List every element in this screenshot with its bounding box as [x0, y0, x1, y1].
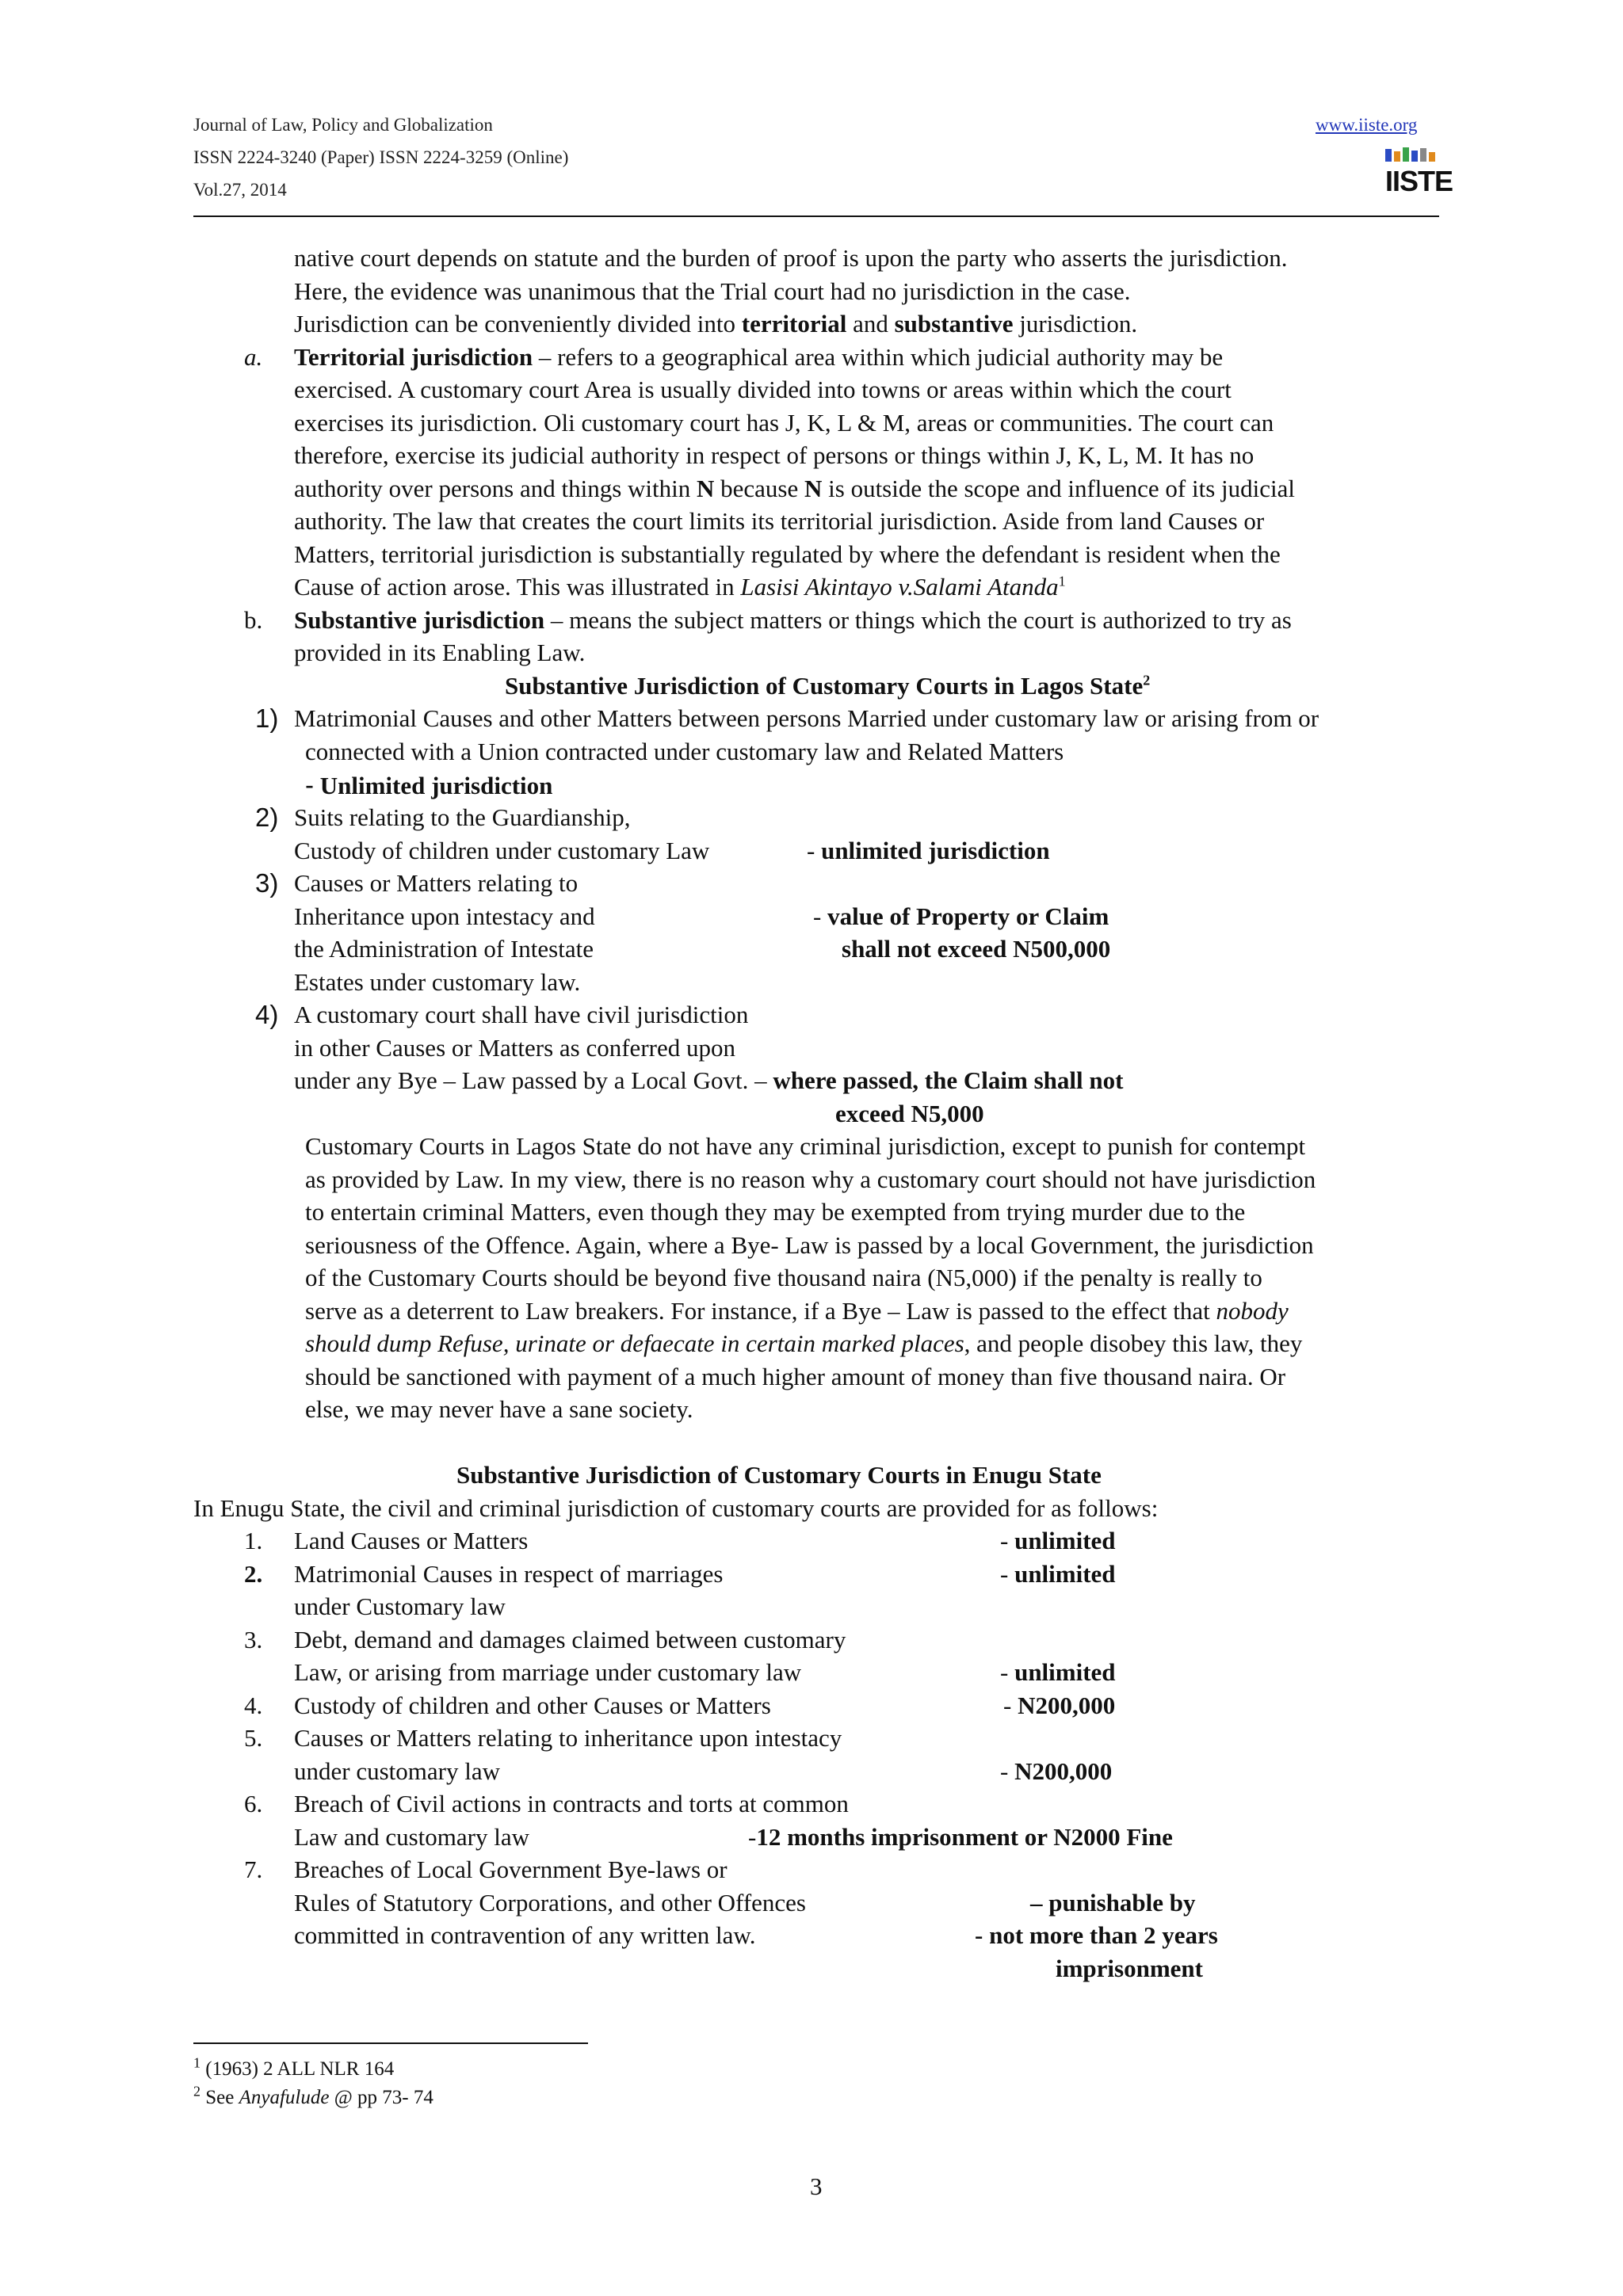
lagos-item-3-limit-1: - value of Property or Claim [813, 902, 1109, 930]
enugu-heading: Substantive Jurisdiction of Customary Courts in Enugu State [456, 1461, 1102, 1489]
journal-title: Journal of Law, Policy and Globalization [193, 115, 493, 135]
enugu-item-4-number: 4. [244, 1691, 263, 1719]
lagos-item-3-line-3: the Administration of Intestate [294, 935, 594, 963]
enugu-intro: In Enugu State, the civil and criminal jurisdiction of customary courts are provided for as follows: [193, 1494, 1159, 1522]
lagos-item-3-line-1: Causes or Matters relating to [294, 869, 579, 897]
lagos-para-line-6: serve as a deterrent to Law breakers. For instance, if a Bye – Law is passed to the effect that nobody [305, 1297, 1289, 1325]
item-a-line-8: Cause of action arose. This was illustrated in Lasisi Akintayo v.Salami Atanda$^1$ [294, 573, 1066, 601]
item-a-line-5: authority over persons and things within N because N is outside the scope and influence of its judicial [294, 475, 1295, 502]
lagos-para-line-3: to entertain criminal Matters, even though they may be exempted from trying murder due to the [305, 1198, 1246, 1226]
item-b-line-2: provided in its Enabling Law. [294, 639, 586, 666]
lagos-item-1-line-2: connected with a Union contracted under customary law and Related Matters [305, 738, 1064, 765]
enugu-item-4-limit: - N200,000 [1003, 1691, 1116, 1719]
lagos-heading: Substantive Jurisdiction of Customary Courts in Lagos State$^2$ [505, 672, 1151, 700]
lagos-item-1-number: 1) [255, 704, 279, 733]
item-a-line-4: therefore, exercise its judicial authority in respect of persons or things within J, K, L, M. It has no [294, 441, 1254, 469]
enugu-item-1-text: Land Causes or Matters [294, 1527, 529, 1554]
intro-line-2: Here, the evidence was unanimous that the Trial court had no jurisdiction in the case. [294, 277, 1131, 305]
enugu-item-3-line-1: Debt, demand and damages claimed between customary [294, 1626, 846, 1653]
item-a-line-2: exercised. A customary court Area is usually divided into towns or areas within which the court [294, 376, 1232, 403]
enugu-item-6-limit: -12 months imprisonment or N2000 Fine [748, 1823, 1173, 1851]
enugu-item-1-limit: - unlimited [1000, 1527, 1116, 1554]
item-a-line-3: exercises its jurisdiction. Oli customary court has J, K, L & M, areas or communities. The court can [294, 409, 1274, 437]
enugu-item-2-limit: - unlimited [1000, 1560, 1116, 1588]
lagos-item-4-line-2: in other Causes or Matters as conferred upon [294, 1034, 735, 1062]
enugu-item-2-line-1: Matrimonial Causes in respect of marriages [294, 1560, 724, 1588]
lagos-item-1-limit: - Unlimited jurisdiction [305, 770, 553, 799]
item-a-line-1: Territorial jurisdiction – refers to a geographical area within which judicial authority may be [294, 343, 1224, 371]
volume-line: Vol.27, 2014 [193, 180, 287, 200]
lagos-item-3-line-2: Inheritance upon intestacy and [294, 902, 595, 930]
lagos-item-3-line-4: Estates under customary law. [294, 968, 581, 996]
item-b-marker: b. [244, 606, 263, 634]
enugu-item-2-line-2: under Customary law [294, 1592, 506, 1620]
iiste-logo-text: IISTE [1385, 165, 1453, 197]
lagos-item-4-line-1: A customary court shall have civil jurisdiction [294, 1001, 749, 1028]
enugu-item-3-line-2: Law, or arising from marriage under customary law [294, 1658, 802, 1686]
enugu-item-6-line-2: Law and customary law [294, 1823, 529, 1851]
enugu-item-7-line-1: Breaches of Local Government Bye-laws or [294, 1855, 727, 1883]
enugu-item-7-limit-1: – punishable by [1030, 1889, 1196, 1917]
lagos-item-2-number: 2) [255, 803, 279, 832]
lagos-item-1-line-1: Matrimonial Causes and other Matters between persons Married under customary law or arising from or [294, 704, 1319, 732]
enugu-item-7-number: 7. [244, 1855, 263, 1883]
enugu-item-6-line-1: Breach of Civil actions in contracts and torts at common [294, 1790, 849, 1817]
footnote-1: $^1$ (1963) 2 ALL NLR 164 [193, 2054, 395, 2080]
enugu-item-5-limit: - N200,000 [1000, 1757, 1113, 1785]
lagos-para-line-9: else, we may never have a sane society. [305, 1395, 693, 1423]
item-a-line-7: Matters, territorial jurisdiction is substantially regulated by where the defendant is resident when the [294, 540, 1281, 568]
lagos-item-3-limit-2: shall not exceed N500,000 [842, 935, 1111, 963]
footnote-rule [193, 2042, 588, 2044]
intro-line-1: native court depends on statute and the burden of proof is upon the party who asserts the jurisdiction. [294, 244, 1288, 272]
enugu-item-5-line-2: under customary law [294, 1757, 500, 1785]
lagos-item-4-limit-2: exceed N5,000 [835, 1100, 984, 1127]
page-number: 3 [810, 2172, 823, 2200]
enugu-item-4-text: Custody of children and other Causes or Matters [294, 1691, 771, 1719]
footnote-ref-1: 1 [1058, 573, 1066, 589]
enugu-item-7-limit-3: imprisonment [1056, 1955, 1203, 1982]
enugu-item-7-limit-2: - not more than 2 years [975, 1921, 1218, 1949]
item-a-line-6: authority. The law that creates the court limits its territorial jurisdiction. Aside from land Causes or [294, 507, 1265, 535]
footnote-ref-2: 2 [1143, 672, 1151, 688]
enugu-item-5-number: 5. [244, 1724, 263, 1752]
issn-line: ISSN 2224-3240 (Paper) ISSN 2224-3259 (Online) [193, 147, 569, 167]
enugu-item-5-line-1: Causes or Matters relating to inheritance upon intestacy [294, 1724, 842, 1752]
enugu-item-6-number: 6. [244, 1790, 263, 1817]
lagos-para-line-1: Customary Courts in Lagos State do not have any criminal jurisdiction, except to punish for contempt [305, 1132, 1306, 1160]
lagos-para-line-7: should dump Refuse, urinate or defaecate in certain marked places, and people disobey this law, they [305, 1329, 1303, 1357]
enugu-item-3-number: 3. [244, 1626, 263, 1653]
lagos-para-line-5: of the Customary Courts should be beyond five thousand naira (N5,000) if the penalty is really to [305, 1264, 1262, 1291]
item-a-marker: a. [244, 343, 263, 371]
enugu-item-3-limit: - unlimited [1000, 1658, 1116, 1686]
enugu-item-2-number: 2. [244, 1560, 263, 1588]
lagos-para-line-4: seriousness of the Offence. Again, where a Bye- Law is passed by a local Government, the jurisdiction [305, 1231, 1314, 1259]
lagos-item-4-number: 4) [255, 1000, 279, 1029]
header-rule [193, 215, 1439, 217]
enugu-item-1-number: 1. [244, 1527, 263, 1554]
lagos-item-2-line-1: Suits relating to the Guardianship, [294, 803, 631, 831]
enugu-item-7-line-2: Rules of Statutory Corporations, and other Offences [294, 1889, 806, 1917]
intro-line-3: Jurisdiction can be conveniently divided into territorial and substantive jurisdiction. [294, 310, 1138, 338]
website-link[interactable]: www.iiste.org [1316, 115, 1418, 135]
lagos-para-line-2: as provided by Law. In my view, there is no reason why a customary court should not have jurisdiction [305, 1165, 1316, 1193]
lagos-item-2-limit: - unlimited jurisdiction [807, 837, 1050, 864]
footnote-2: $^2$ See Anyafulude @ pp 73- 74 [193, 2083, 433, 2108]
item-b-line-1: Substantive jurisdiction – means the subject matters or things which the court is authorized to try as [294, 606, 1292, 634]
lagos-item-4-line-3: under any Bye – Law passed by a Local Govt. – where passed, the Claim shall not [294, 1066, 1124, 1094]
iiste-logo-icon [1385, 147, 1438, 162]
lagos-item-3-number: 3) [255, 868, 279, 898]
enugu-item-7-line-3: committed in contravention of any written law. [294, 1921, 756, 1949]
lagos-para-line-8: should be sanctioned with payment of a much higher amount of money than five thousand naira. Or [305, 1363, 1286, 1390]
lagos-item-2-line-2: Custody of children under customary Law [294, 837, 710, 864]
